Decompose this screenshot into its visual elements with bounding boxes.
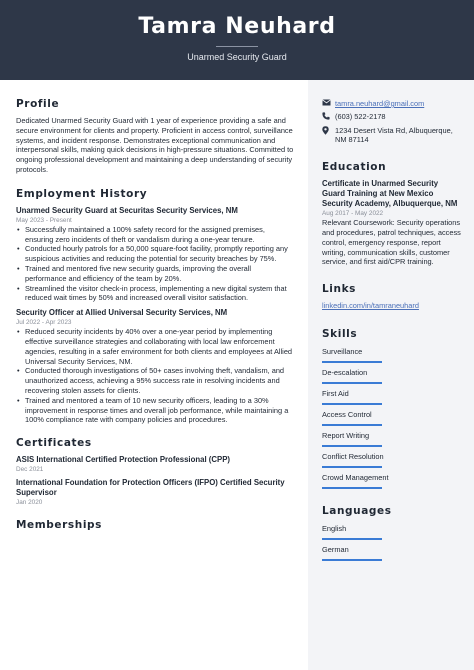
certificate-title: ASIS International Certified Protection Professional (CPP): [16, 455, 231, 465]
envelope-icon: [322, 99, 335, 109]
job-bullet: • Conducted hourly patrols for a 50,000 square-foot facility, promptly reporting any suspicious activities and reducing the potential for security breaches by 75%.: [16, 244, 294, 264]
skill-name: Access Control: [322, 409, 372, 419]
skill-name: First Aid: [322, 388, 349, 398]
links-heading: Links: [322, 283, 356, 296]
job-title-2: Security Officer at Allied Universal Security Services, NM: [16, 308, 228, 318]
skill-level-bar: [322, 445, 382, 447]
skill-level-bar: [322, 424, 382, 426]
skills-heading: Skills: [322, 327, 358, 340]
language-name: English: [322, 523, 347, 533]
job-entry: [16, 206, 294, 303]
education-heading: Education: [322, 161, 387, 174]
linkedin-link[interactable]: linkedin.com/in/tamraneuhard: [322, 301, 419, 311]
title-divider: [216, 46, 258, 47]
contact-email: [322, 99, 462, 109]
skill-level-bar: [322, 382, 382, 384]
skill-level-fill: [322, 424, 382, 426]
skill-name: Report Writing: [322, 430, 370, 440]
language-item: [322, 523, 462, 540]
job-bullet: • Conducted thorough investigations of 50+ cases involving theft, vandalism, and unauthorized access, achieving a 95% success rate in resolving incidents and recovering stolen assets for clients.: [16, 366, 294, 395]
education-degree: Certificate in Unarmed Security Guard Training at New Mexico Security Academy, Albuquerque, NM: [322, 179, 458, 209]
sidebar: [308, 80, 474, 670]
skill-name: Conflict Resolution: [322, 451, 384, 461]
job-bullets-1: [16, 225, 294, 303]
language-level-fill: [322, 559, 382, 561]
skill-item: [322, 388, 462, 405]
candidate-name: Tamra Neuhard: [138, 14, 336, 39]
education-dates: Aug 2017 - May 2022: [322, 210, 384, 218]
skill-level-fill: [322, 445, 382, 447]
skill-item: [322, 367, 462, 384]
job-bullet: • Streamlined the visitor check-in process, implementing a new digital system that reduced wait times by 50% and increased overall visitor satisfaction.: [16, 284, 294, 304]
certificate-item: [16, 478, 294, 507]
job-bullet: • Reduced security incidents by 40% over a one-year period by implementing effective surveillance strategies and collaborating with local law enforcement agencies, resulting in a safer environment for both clients and employees at Allied Universal Security Services, NM.: [16, 327, 294, 366]
certificate-title: International Foundation for Protection Officers (IFPO) Certified Security Supervisor: [16, 478, 285, 498]
skill-name: Crowd Management: [322, 472, 389, 482]
skill-name: Surveillance: [322, 346, 363, 356]
skill-name: De-escalation: [322, 367, 368, 377]
certificate-date: Dec 2021: [16, 466, 44, 474]
certificate-item: [16, 455, 294, 474]
language-level-bar: [322, 559, 382, 561]
language-level-fill: [322, 538, 382, 540]
email-link[interactable]: tamra.neuhard@gmail.com: [335, 99, 425, 108]
education-coursework: Relevant Coursework: Security operations and procedures, patrol techniques, access control, emergency response, report writing, communication skills, customer service, and first aid/CPR training.: [322, 218, 461, 267]
skill-level-bar: [322, 361, 382, 363]
skill-level-fill: [322, 403, 382, 405]
skill-level-bar: [322, 487, 382, 489]
skill-item: [322, 409, 462, 426]
profile-heading: Profile: [16, 98, 60, 110]
languages-list: [322, 523, 462, 561]
job-bullet: • Trained and mentored five new security guards, improving the overall performance and efficiency of the team by 20%.: [16, 264, 294, 284]
skill-level-fill: [322, 466, 382, 468]
skill-item: [322, 451, 462, 468]
contact-phone: [322, 112, 462, 123]
skill-item: [322, 346, 462, 363]
job-dates-2: Jul 2022 - Apr 2023: [16, 319, 72, 327]
skill-level-fill: [322, 382, 382, 384]
main-column: [0, 80, 308, 670]
skill-level-bar: [322, 466, 382, 468]
skills-list: [322, 346, 462, 489]
job-entry: [16, 308, 294, 425]
job-title: Unarmed Security Guard: [187, 52, 287, 62]
phone-icon: [322, 112, 335, 123]
language-item: [322, 544, 462, 561]
job-title-1: Unarmed Security Guard at Securitas Security Services, NM: [16, 205, 238, 215]
skill-item: [322, 430, 462, 447]
language-name: German: [322, 544, 349, 554]
certificates-heading: Certificates: [16, 437, 92, 450]
profile-text: Dedicated Unarmed Security Guard with 1 year of experience providing a safe and secure environment for clients and property. Proficient in access control, surveillance systems, and incident response. Demonstrates exceptional communication and interpersonal skills, making quick decisions in high-pressure situations. Committed to ongoing professional development and maintaining a deep understanding of security protocols.: [16, 116, 294, 174]
language-level-bar: [322, 538, 382, 540]
job-dates-1: May 2023 - Present: [16, 216, 72, 224]
contact-address: [322, 126, 462, 146]
certificate-date: Jan 2020: [16, 499, 43, 507]
address-text: 1234 Desert Vista Rd, Albuquerque, NM 87114: [335, 125, 453, 145]
languages-heading: Languages: [322, 504, 392, 517]
skill-level-fill: [322, 361, 382, 363]
resume-header: [0, 0, 474, 80]
skill-level-bar: [322, 403, 382, 405]
skill-level-fill: [322, 487, 382, 489]
phone-number: (603) 522-2178: [335, 111, 386, 121]
skill-item: [322, 472, 462, 489]
employment-heading: Employment History: [16, 187, 148, 200]
map-pin-icon: [322, 126, 335, 138]
memberships-heading: Memberships: [16, 519, 103, 532]
job-bullet: • Successfully maintained a 100% safety record for the assigned premises, ensuring zero incidents of theft or vandalism during a one-year tenure.: [16, 225, 294, 245]
job-bullets-2: [16, 327, 294, 425]
job-bullet: • Trained and mentored a team of 10 new security officers, leading to a 30% improvement in response times and overall job performance, while maintaining a 100% compliance rate with company policies and procedures.: [16, 396, 294, 425]
